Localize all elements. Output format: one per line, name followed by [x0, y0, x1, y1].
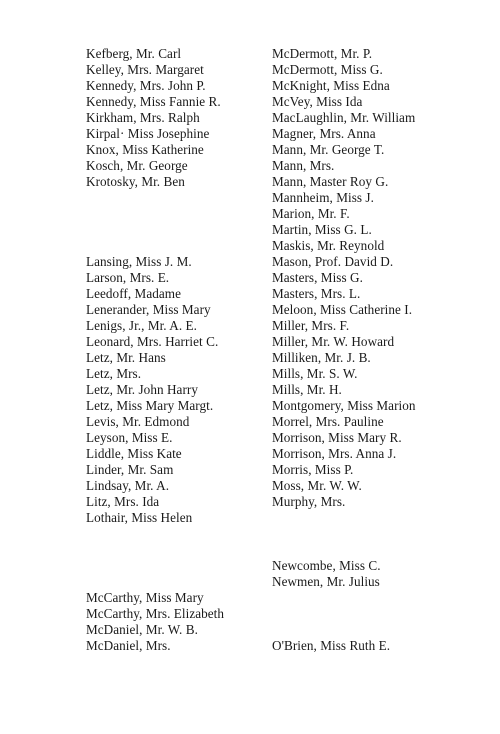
passenger-name: Krotosky, Mr. Ben: [86, 174, 185, 189]
passenger-name: Mills, Mr. S. W.: [272, 366, 358, 381]
section-gap: [272, 590, 416, 606]
passenger-name: Kirpal· Miss Josephine: [86, 126, 210, 141]
passenger-name: McCarthy, Mrs. Elizabeth: [86, 606, 225, 621]
passenger-name: Letz, Mr. John Harry: [86, 382, 198, 397]
passenger-name: Meloon, Miss Catherine I.: [272, 302, 413, 317]
passenger-name: Moss, Mr. W. W.: [272, 478, 362, 493]
passenger-name: Kennedy, Miss Fannie R.: [86, 94, 221, 109]
passenger-name: Newmen, Mr. Julius: [272, 574, 380, 589]
passenger-name: Mason, Prof. David D.: [272, 254, 394, 269]
passenger-name: Linder, Mr. Sam: [86, 462, 174, 477]
passenger-name: McKnight, Miss Edna: [272, 78, 390, 93]
passenger-name: Montgomery, Miss Marion: [272, 398, 416, 413]
passenger-name: Milliken, Mr. J. B.: [272, 350, 371, 365]
passenger-name: Lenerander, Miss Mary: [86, 302, 211, 317]
section-gap: [86, 206, 224, 222]
section-gap: [86, 574, 224, 590]
passenger-name: Maskis, Mr. Reynold: [272, 238, 385, 253]
passenger-name: McCarthy, Miss Mary: [86, 590, 204, 605]
passenger-name: Mann, Mr. George T.: [272, 142, 385, 157]
passenger-name: Kelley, Mrs. Margaret: [86, 62, 204, 77]
passenger-name: Murphy, Mrs.: [272, 494, 346, 509]
passenger-name: O'Brien, Miss Ruth E.: [272, 638, 391, 653]
passenger-name: Lenigs, Jr., Mr. A. E.: [86, 318, 197, 333]
passenger-name: Mann, Mrs.: [272, 158, 335, 173]
passenger-name: Martin, Miss G. L.: [272, 222, 372, 237]
passenger-name: Leyson, Miss E.: [86, 430, 173, 445]
passenger-name: Morrel, Mrs. Pauline: [272, 414, 384, 429]
passenger-name: Letz, Mr. Hans: [86, 350, 166, 365]
passenger-name: Masters, Miss G.: [272, 270, 363, 285]
passenger-name: Litz, Mrs. Ida: [86, 494, 160, 509]
passenger-name: McDaniel, Mr. W. B.: [86, 622, 198, 637]
passenger-name: Miller, Mr. W. Howard: [272, 334, 395, 349]
passenger-name: Knox, Miss Katherine: [86, 142, 204, 157]
passenger-name: Morris, Miss P.: [272, 462, 354, 477]
passenger-name: Mills, Mr. H.: [272, 382, 342, 397]
section-gap: [272, 526, 416, 542]
passenger-name: Marion, Mr. F.: [272, 206, 350, 221]
passenger-list-right-column: [272, 46, 416, 654]
passenger-name: Kirkham, Mrs. Ralph: [86, 110, 200, 125]
section-gap: [272, 510, 416, 526]
section-gap: [272, 622, 416, 638]
passenger-name: Liddle, Miss Kate: [86, 446, 182, 461]
passenger-name: Morrison, Miss Mary R.: [272, 430, 402, 445]
passenger-name: Leonard, Mrs. Harriet C.: [86, 334, 219, 349]
section-gap: [272, 606, 416, 622]
passenger-name: McDermott, Mr. P.: [272, 46, 373, 61]
passenger-name: Mann, Master Roy G.: [272, 174, 389, 189]
passenger-name: McVey, Miss Ida: [272, 94, 363, 109]
passenger-name: Lansing, Miss J. M.: [86, 254, 192, 269]
passenger-name: Letz, Mrs.: [86, 366, 142, 381]
section-gap: [86, 542, 224, 558]
passenger-name: McDaniel, Mrs.: [86, 638, 171, 653]
passenger-name: Miller, Mrs. F.: [272, 318, 350, 333]
passenger-name: Letz, Miss Mary Margt.: [86, 398, 214, 413]
section-gap: [272, 542, 416, 558]
passenger-name: Kennedy, Mrs. John P.: [86, 78, 206, 93]
passenger-name: Mannheim, Miss J.: [272, 190, 374, 205]
passenger-name: Kefberg, Mr. Carl: [86, 46, 182, 61]
passenger-name: Kosch, Mr. George: [86, 158, 188, 173]
passenger-name: McDermott, Miss G.: [272, 62, 383, 77]
passenger-name: MacLaughlin, Mr. William: [272, 110, 416, 125]
passenger-list-left-column: [86, 46, 224, 654]
passenger-name: Larson, Mrs. E.: [86, 270, 170, 285]
section-gap: [86, 526, 224, 542]
section-gap: [86, 238, 224, 254]
section-gap: [86, 558, 224, 574]
passenger-name: Morrison, Mrs. Anna J.: [272, 446, 397, 461]
passenger-name: Lothair, Miss Helen: [86, 510, 193, 525]
section-gap: [86, 190, 224, 206]
passenger-name: Masters, Mrs. L.: [272, 286, 361, 301]
passenger-name: Leedoff, Madame: [86, 286, 181, 301]
passenger-name: Magner, Mrs. Anna: [272, 126, 376, 141]
passenger-name: Levis, Mr. Edmond: [86, 414, 190, 429]
section-gap: [86, 222, 224, 238]
passenger-name: Newcombe, Miss C.: [272, 558, 381, 573]
passenger-name: Lindsay, Mr. A.: [86, 478, 170, 493]
